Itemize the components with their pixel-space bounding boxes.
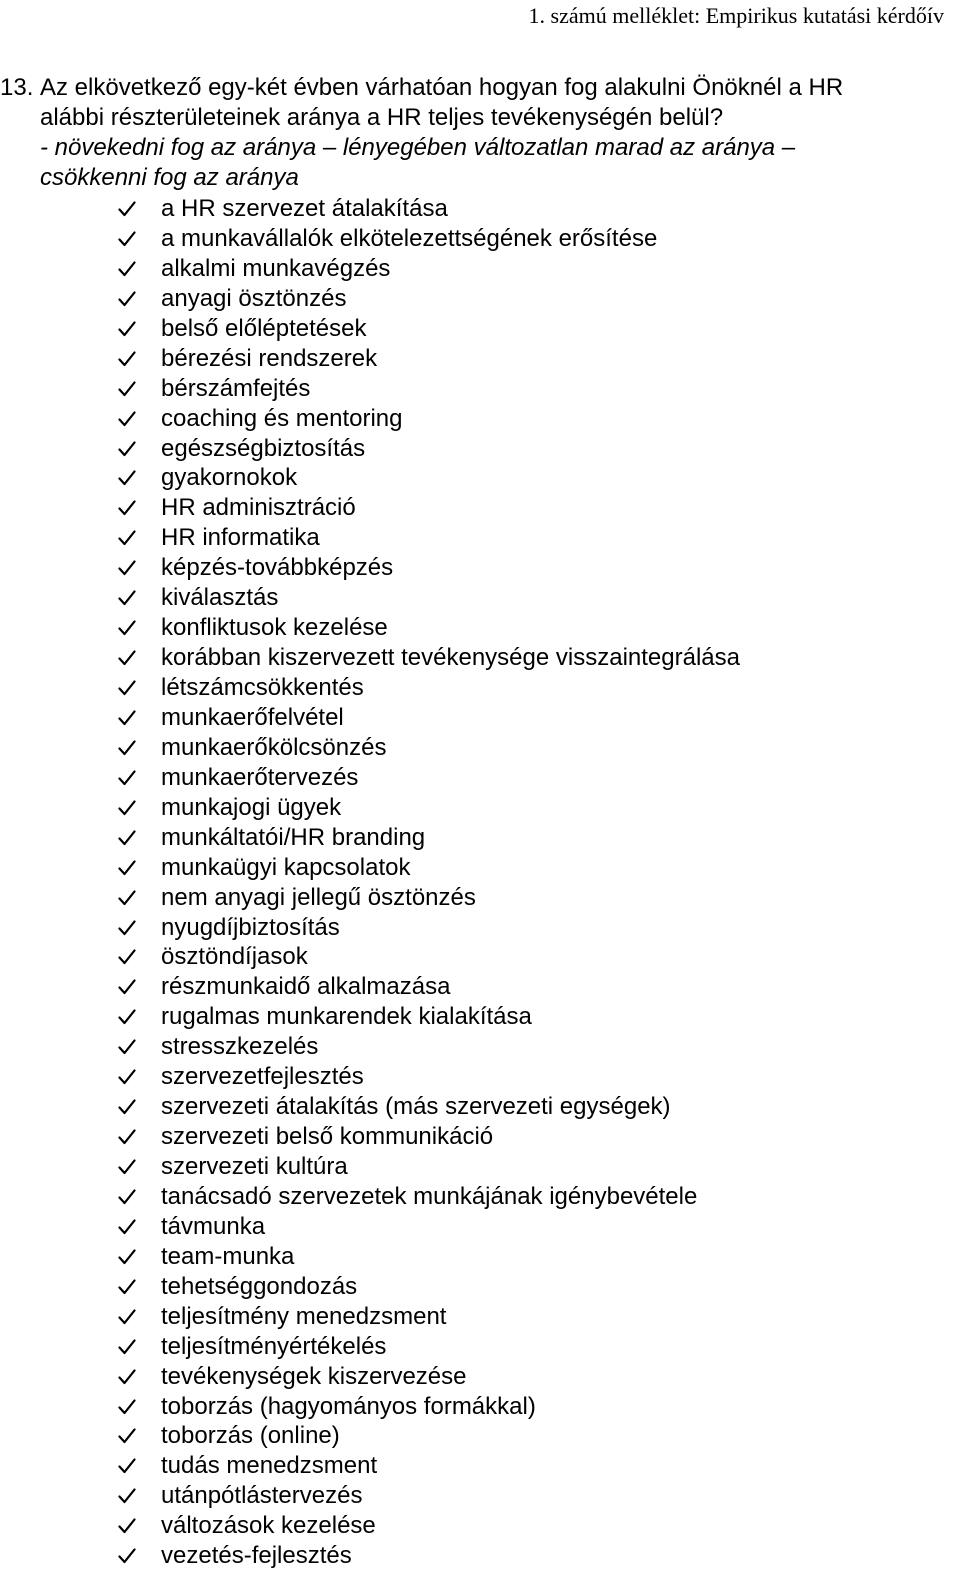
checklist-item-label: a munkavállalók elkötelezettségének erősítése [161,224,658,252]
checklist-item-label: bérezési rendszerek [161,344,378,372]
check-icon [118,949,136,965]
checklist-item-label: munkaerőfelvétel [161,703,344,731]
check-icon [118,1129,136,1145]
check-icon [118,1279,136,1295]
question-text-1: Az elkövetkező egy-két évben várhatóan hogyan fog alakulni Önöknél a HR [40,74,844,101]
checklist-item-label: képzés-továbbképzés [161,554,394,582]
checklist-item-label: toborzás (online) [161,1422,340,1450]
check-icon [118,1458,136,1474]
check-icon [118,351,136,367]
check-icon [118,710,136,726]
checklist-item-label: rugalmas munkarendek kialakítása [161,1003,532,1031]
check-icon [118,830,136,846]
checklist-item-label: korábban kiszervezett tevékenysége visszaintegrálása [161,644,740,672]
check-icon [118,620,136,636]
check-icon [118,1249,136,1265]
checklist-item-label: munkaerőkölcsönzés [161,733,387,761]
check-icon [118,1219,136,1235]
check-icon [118,381,136,397]
checklist-item-label: távmunka [161,1212,266,1240]
check-icon [118,1309,136,1325]
check-icon [118,740,136,756]
checklist-item-label: bérszámfejtés [161,374,311,402]
checklist-item-label: stresszkezelés [161,1033,319,1061]
check-icon [118,1189,136,1205]
checklist-item-label: konfliktusok kezelése [161,614,388,642]
check-icon [118,470,136,486]
check-icon [118,441,136,457]
page-header-title: 1. számú melléklet: Empirikus kutatási kérdőív [528,3,944,28]
checklist-item-label: nyugdíjbiztosítás [161,913,340,941]
checklist-item-label: szervezeti belső kommunikáció [161,1123,494,1151]
check-icon [118,800,136,816]
check-icon [118,979,136,995]
checklist-item-label: munkáltatói/HR branding [161,823,426,851]
answer-scale-instruction-2: csökkenni fog az aránya [40,164,299,191]
check-icon [118,860,136,876]
checklist-item-label: létszámcsökkentés [161,674,364,701]
checklist-item-label: részmunkaidő alkalmazása [161,973,451,1001]
question-number: 13. [0,74,34,101]
checklist-item-label: coaching és mentoring [161,404,403,432]
check-icon [118,291,136,307]
check-icon [118,500,136,516]
checklist-item-label: tevékenységek kiszervezése [161,1362,467,1390]
checklist-item-label: a HR szervezet átalakítása [161,195,448,222]
checklist-item-label: változások kezelése [161,1512,376,1540]
check-icon [118,321,136,337]
checklist-item-label: szervezetfejlesztés [161,1063,364,1091]
checklist-item-label: tehetséggondozás [161,1272,358,1300]
check-icon [118,530,136,546]
checklist-item-label: munkaerőtervezés [161,763,359,791]
check-icon [118,560,136,576]
question-block [0,73,960,193]
checklist-item-label: tanácsadó szervezetek munkájának igénybevétele [161,1182,698,1210]
check-icon [118,1369,136,1385]
checklist-item-label: szervezeti kultúra [161,1153,348,1180]
checklist-item-label: gyakornokok [161,464,298,492]
check-icon [118,920,136,936]
check-icon [118,1488,136,1504]
question-text-2: alábbi részterületeinek aránya a HR teljes tevékenységén belül? [40,104,724,131]
check-icon [118,890,136,906]
check-icon [118,650,136,666]
check-icon [118,1099,136,1115]
check-icon [118,1518,136,1534]
checklist-item-label: belső előléptetések [161,314,367,342]
checklist-item-label: munkajogi ügyek [161,793,342,821]
checklist-item-label: teljesítmény menedzsment [161,1302,447,1330]
check-icon [118,1069,136,1085]
checklist-item-label: nem anyagi jellegű ösztönzés [161,883,476,911]
checklist-item-label: utánpótlástervezés [161,1482,363,1510]
question-line-1 [0,73,960,103]
checklist-item-label: alkalmi munkavégzés [161,254,391,282]
checklist-item-label: HR informatika [161,524,320,552]
checklist-item-label: anyagi ösztönzés [161,284,347,312]
checklist-item-label: szervezeti átalakítás (más szervezeti egységek) [161,1093,671,1121]
checklist-item-label: munkaügyi kapcsolatok [161,853,411,881]
check-icon [118,411,136,427]
check-icon [118,590,136,606]
checklist-item-label: toborzás (hagyományos formákkal) [161,1392,536,1420]
check-icon [118,1548,136,1564]
check-icon [118,1428,136,1444]
check-icon [118,1009,136,1025]
answer-scale-instruction-1: - növekedni fog az aránya – lényegében változatlan marad az aránya – [40,134,796,161]
check-icon [118,261,136,277]
check-icon [118,1159,136,1175]
checklist-item-label: egészségbiztosítás [161,434,366,462]
check-icon [118,231,136,247]
checklist-item-label: teljesítményértékelés [161,1332,387,1360]
checklist-item-label: HR adminisztráció [161,494,356,522]
check-icon [118,770,136,786]
check-icon [118,1339,136,1355]
check-icon [118,201,136,217]
check-icon [118,680,136,696]
checklist-item-label: kiválasztás [161,584,279,612]
checklist-item-label: vezetés-fejlesztés [161,1542,352,1570]
checklist-item-label: team-munka [161,1242,295,1270]
check-icon [118,1399,136,1415]
checklist-item-label: tudás menedzsment [161,1452,378,1480]
check-icon [118,1039,136,1055]
checklist-item-label: ösztöndíjasok [161,943,308,971]
